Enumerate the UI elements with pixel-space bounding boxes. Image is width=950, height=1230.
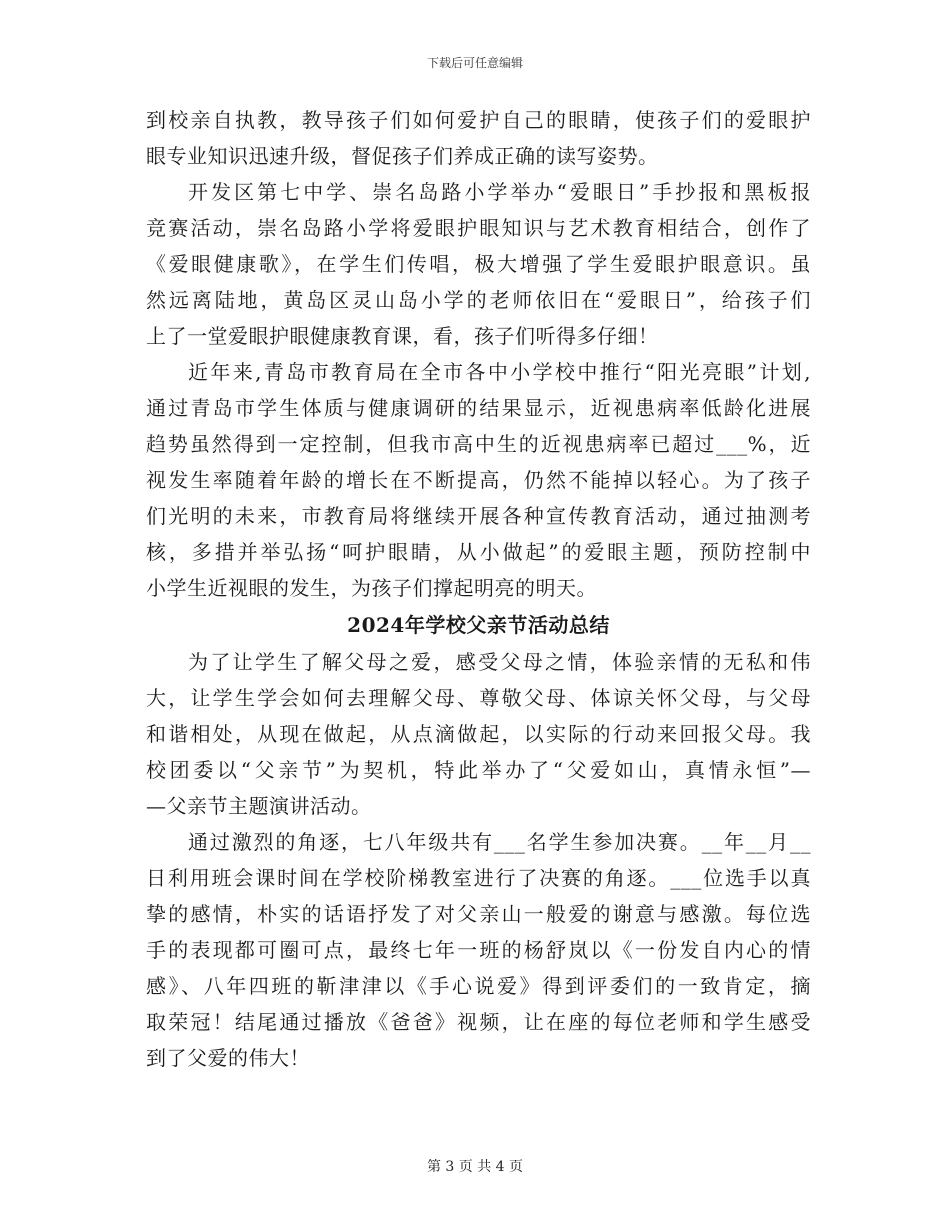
text-line: 们光明的未来，市教育局将继续开展各种宣传教育活动，通过抽测考 <box>146 504 811 528</box>
section-title: 2024年学校父亲节活动总结 <box>347 613 610 637</box>
text-line: 竞赛活动，崇名岛路小学将爱眼护眼知识与艺术教育相结合，创作了 <box>146 216 811 240</box>
paragraph <box>146 174 811 354</box>
text-line: 趋势虽然得到一定控制，但我市高中生的近视患病率已超过___%，近 <box>146 432 811 456</box>
text-line: 挚的感情，朴实的话语抒发了对父亲山一般爱的谢意与感激。每位选 <box>146 902 811 926</box>
paragraphs-after <box>146 644 811 1076</box>
paragraph <box>146 644 811 824</box>
text-line: 和谐相处，从现在做起，从点滴做起，以实际的行动来回报父母。我 <box>146 722 811 746</box>
text-line: 然远离陆地，黄岛区灵山岛小学的老师依旧在“爱眼日”，给孩子们 <box>146 288 811 312</box>
text-line: 上了一堂爱眼护眼健康教育课，看，孩子们听得多仔细！ <box>146 324 659 348</box>
text-line: 为了让学生了解父母之爱，感受父母之情，体验亲情的无私和伟 <box>188 650 811 674</box>
paragraphs-before <box>146 102 811 606</box>
text-line: 到校亲自执教，教导孩子们如何爱护自己的眼睛，使孩子们的爱眼护 <box>146 108 811 132</box>
text-line: 校团委以“父亲节”为契机，特此举办了“父爱如山，真情永恒”— <box>146 758 811 782</box>
page-header: 下载后可任意编辑 <box>426 56 523 70</box>
paragraph <box>146 824 811 1076</box>
text-line: —父亲节主题演讲活动。 <box>146 794 372 818</box>
text-line: 视发生率随着年龄的增长在不断提高，仍然不能掉以轻心。为了孩子 <box>146 468 811 492</box>
text-line: 开发区第七中学、崇名岛路小学举办“爱眼日”手抄报和黑板报 <box>188 180 811 204</box>
text-line: 手的表现都可圈可点，最终七年一班的杨舒岚以《一份发自内心的情 <box>146 938 811 962</box>
text-line: 取荣冠！结尾通过播放《爸爸》视频，让在座的每位老师和学生感受 <box>146 1010 811 1034</box>
document-body <box>146 102 811 1076</box>
text-line: 《爱眼健康歌》，在学生们传唱，极大增强了学生爱眼护眼意识。虽 <box>146 252 811 276</box>
text-line: 感》、八年四班的靳津津以《手心说爱》得到评委们的一致肯定，摘 <box>146 974 811 998</box>
paragraph <box>146 354 811 606</box>
text-line: 核，多措并举弘扬“呵护眼睛，从小做起”的爱眼主题，预防控制中 <box>146 540 811 564</box>
text-line: 眼专业知识迅速升级，督促孩子们养成正确的读写姿势。 <box>146 144 659 168</box>
text-line: 小学生近视眼的发生，为孩子们撑起明亮的明天。 <box>146 576 597 600</box>
text-line: 大，让学生学会如何去理解父母、尊敬父母、体谅关怀父母，与父母 <box>146 686 811 710</box>
text-line: 近年来,青岛市教育局在全市各中小学校中推行“阳光亮眼”计划, <box>188 360 811 384</box>
text-line: 通过青岛市学生体质与健康调研的结果显示，近视患病率低龄化进展 <box>146 396 811 420</box>
text-line: 通过激烈的角逐，七八年级共有___名学生参加决赛。__年__月__ <box>188 830 811 854</box>
text-line: 日利用班会课时间在学校阶梯教室进行了决赛的角逐。___位选手以真 <box>146 866 811 890</box>
text-line: 到了父爱的伟大！ <box>146 1046 310 1070</box>
page-footer: 第 3 页 共 4 页 <box>426 1159 524 1175</box>
paragraph <box>146 102 811 174</box>
